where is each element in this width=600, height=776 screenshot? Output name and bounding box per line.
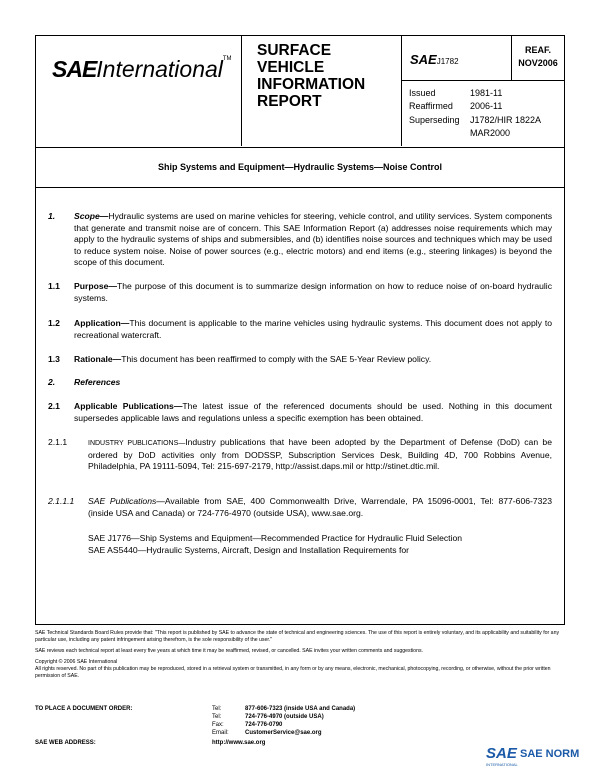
web-label: SAE WEB ADDRESS: bbox=[35, 740, 96, 746]
order-tel-1[interactable]: 877-606-7323 (inside USA and Canada) bbox=[245, 706, 356, 712]
web-address-link[interactable]: http://www.sae.org bbox=[212, 740, 266, 746]
order-fax: 724-776-0790 bbox=[245, 722, 283, 728]
order-label: TO PLACE A DOCUMENT ORDER: bbox=[35, 706, 133, 712]
order-tel-2[interactable]: 724-776-4970 (outside USA) bbox=[245, 714, 324, 720]
report-type-title: SURFACE VEHICLE INFORMATION REPORT bbox=[257, 42, 366, 110]
reaffirmation-stamp: REAF. NOV2006 bbox=[518, 45, 558, 68]
document-number: SAEJ1782 bbox=[410, 52, 459, 67]
svg-text:SAE NORM: SAE NORM bbox=[520, 748, 580, 760]
review-notice: SAE reviews each technical report at least every five years at which time it may be reaffirmed, revised, or cancelled. SAE invites your written comments and suggestions. bbox=[35, 648, 423, 654]
rights-notice: All rights reserved. No part of this publication may be reproduced, stored in a retrieval system or transmitted, in any form or by any means, electronic, mechanical, photocopying, recording, or otherwise, without the prior written permission of SAE. bbox=[35, 666, 551, 679]
svg-text:SAE: SAE bbox=[486, 745, 517, 762]
document-header: SAEInternational™ SURFACE VEHICLE INFORMATION REPORT SAEJ1782 REAF. NOV2006 Issued 1981-11 Reaffirmed 2006-11 Superseding J1782/HIR 1822A MAR2000 bbox=[36, 36, 564, 148]
document-frame: SAEInternational™ SURFACE VEHICLE INFORMATION REPORT SAEJ1782 REAF. NOV2006 Issued 1981-11 Reaffirmed 2006-11 Superseding J1782/HIR 1822A MAR2000 Ship Systems and Equipment—Hydraulic Systems—Noise Control 1. Scope—Hydraulic systems are used on marine vehicles for steering, vehicle control, and utility services. System components that generate and transmit noise are of concern. This SAE Information Report (a) addresses noise requirements which may apply to the hydraulic systems of ships and submersibles, and (b) identifies noise sources and techniques which may be used to reduce system noise. Noise of power sources (e.g., electric motors) and end items (e.g., steering linkages) is beyond the scope of this document. 1.1 Purpose—The purpose of this document is to summarize design information on how to reduce noise of on-board hydraulic systems. 1.2 Application—This document is applicable to the marine vehicles using hydraulic systems. This document does not apply to recreational watercraft. 1.3 Rationale—This document has been reaffirmed to comply with the SAE 5-Year Review policy. 2. References 2.1 Applicable Publications—The latest issue of the referenced documents should be used. Nothing in this document supersedes applicable laws and regulations unless a specific exemption has been obtained. 2.1.1 INDUSTRY PUBLICATIONS—Industry publications that have been adopted by the Department of Defense (DoD) can be ordered by DoD activities only from DODSSP, Subscription Services Desk, Building 4D, 700 Robbins Avenue, Philadelphia, PA 19111-5094, Tel: 215-697-2179, http://assist.daps.mil or http://stinet.dtic.mil. 2.1.1.1 SAE Publications—Available from SAE, 400 Commonwealth Drive, Warrendale, PA 15096-0001, Tel: 877-606-7323 (inside USA and Canada) or 724-776-4970 (outside USA), www.sae.org. SAE J1776—Ship Systems and Equipment—Recommended Practice for Hydraulic Fluid Selection SAE AS5440—Hydraulic Systems, Aircraft, Design and Installation Requirements for bbox=[35, 35, 565, 625]
sae-international-logo: SAEInternational™ bbox=[52, 56, 232, 82]
sae-norm-mark-icon bbox=[484, 741, 584, 769]
sae-norm-brand-logo bbox=[484, 741, 584, 769]
order-email-link[interactable]: CustomerService@sae.org bbox=[245, 730, 322, 736]
copyright: Copyright © 2006 SAE International bbox=[35, 659, 118, 665]
document-subject: Ship Systems and Equipment—Hydraulic Systems—Noise Control bbox=[36, 147, 564, 188]
svg-text:INTERNATIONAL: INTERNATIONAL bbox=[486, 762, 518, 767]
document-footer bbox=[35, 630, 565, 680]
rules-notice: SAE Technical Standards Board Rules provide that: "This report is published by SAE to advance the state of technical and engineering sciences. The use of this report is entirely voluntary, and its applicability and suitability for any particular use, including any patent infringement arising therefrom, is the sole responsibility of the user." bbox=[35, 630, 560, 643]
